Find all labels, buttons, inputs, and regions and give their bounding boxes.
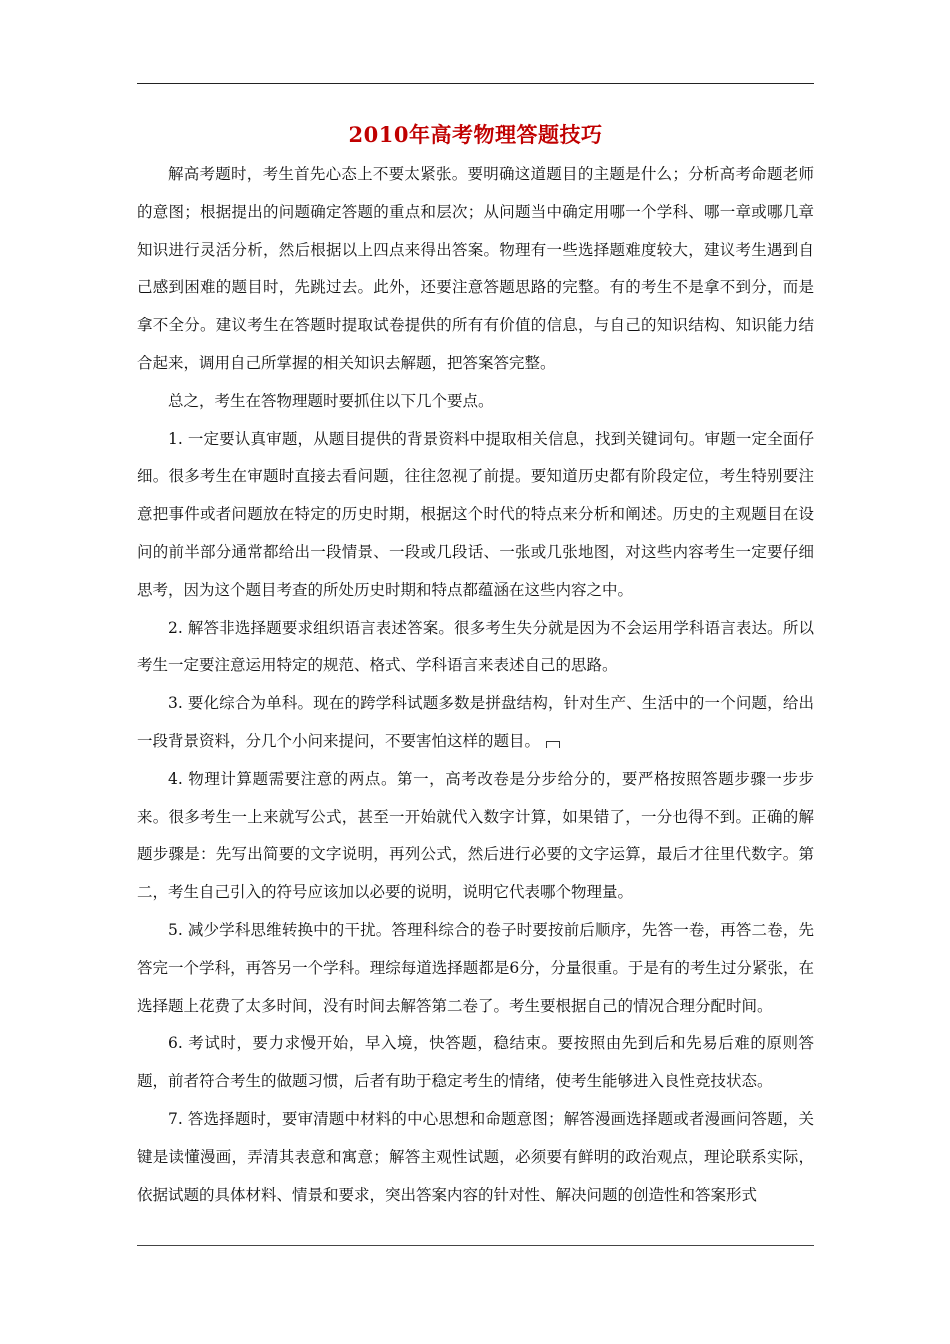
- page-title: 2010年高考物理答题技巧: [348, 122, 603, 147]
- footer-rule: [137, 1245, 814, 1246]
- paragraph-point-3: [137, 685, 814, 761]
- paragraph-point-2: 2. 解答非选择题要求组织语言表述答案。很多考生失分就是因为不会运用学科语言表达。所以考生一定要注意运用特定的规范、格式、学科语言来表述自己的思路。: [137, 618, 814, 675]
- paragraph-intro: 解高考题时，考生首先心态上不要太紧张。要明确这道题目的主题是什么；分析高考命题老师的意图；根据提出的问题确定答题的重点和层次；从问题当中确定用哪一个学科、哪一章或哪几章知识进行灵活分析，然后根据以上四点来得出答案。物理有一些选择题难度较大，建议考生遇到自己感到困难的题目时，先跳过去。此外，还要注意答题思路的完整。有的考生不是拿不到分，而是拿不全分。建议考生在答题时提取试卷提供的所有有价值的信息，与自己的知识结构、知识能力结合起来，调用自己所掌握的相关知识去解题，把答案答完整。: [137, 165, 814, 372]
- paragraph-point-1: 1. 一定要认真审题，从题目提供的背景资料中提取相关信息，找到关键词句。审题一定全面仔细。很多考生在审题时直接去看问题，往往忽视了前提。要知道历史都有阶段定位，考生特别要注意把事件或者问题放在特定的历史时期，根据这个时代的特点来分析和阐述。历史的主观题目在设问的前半部分通常都给出一段情景、一段或几段话、一张或几张地图，对这些内容考生一定要仔细思考，因为这个题目考查的所处历史时期和特点都蕴涵在这些内容之中。: [137, 429, 814, 599]
- paragraph-summary: 总之，考生在答物理题时要抓住以下几个要点。: [168, 391, 494, 410]
- paragraph-point-7: 7. 答选择题时，要审清题中材料的中心思想和命题意图；解答漫画选择题或者漫画问答题，关键是读懂漫画，弄清其表意和寓意；解答主观性试题，必须要有鲜明的政治观点，理论联系实际，依据试题的具体材料、情景和要求，突出答案内容的针对性、解决问题的创造性和答案形式: [137, 1109, 814, 1204]
- edit-mark-icon: [546, 741, 560, 748]
- paragraph-point-6: 6. 考试时，要力求慢开始，早入境，快答题，稳结束。要按照由先到后和先易后难的原则答题，前者符合考生的做题习惯，后者有助于稳定考生的情绪，使考生能够进入良性竞技状态。: [137, 1034, 814, 1091]
- header-rule: [137, 83, 814, 84]
- paragraph-point-5: 5. 减少学科思维转换中的干扰。答理科综合的卷子时要按前后顺序，先答一卷，再答二卷，先答完一个学科，再答另一个学科。理综每道选择题都是6分，分量很重。于是有的考生过分紧张，在选择题上花费了太多时间，没有时间去解答第二卷了。考生要根据自己的情况合理分配时间。: [137, 920, 814, 1015]
- paragraph-point-3-text: 3. 要化综合为单科。现在的跨学科试题多数是拼盘结构，针对生产、生活中的一个问题，给出一段背景资料，分几个小问来提问，不要害怕这样的题目。: [137, 694, 814, 750]
- document-body: [137, 118, 814, 1214]
- paragraph-point-4: 4. 物理计算题需要注意的两点。第一，高考改卷是分步给分的，要严格按照答题步骤一步步来。很多考生一上来就写公式，甚至一开始就代入数字计算，如果错了，一分也得不到。正确的解题步骤是：先写出简要的文字说明，再列公式，然后进行必要的文字运算，最后才往里代数字。第二，考生自己引入的符号应该加以必要的说明，说明它代表哪个物理量。: [137, 769, 814, 902]
